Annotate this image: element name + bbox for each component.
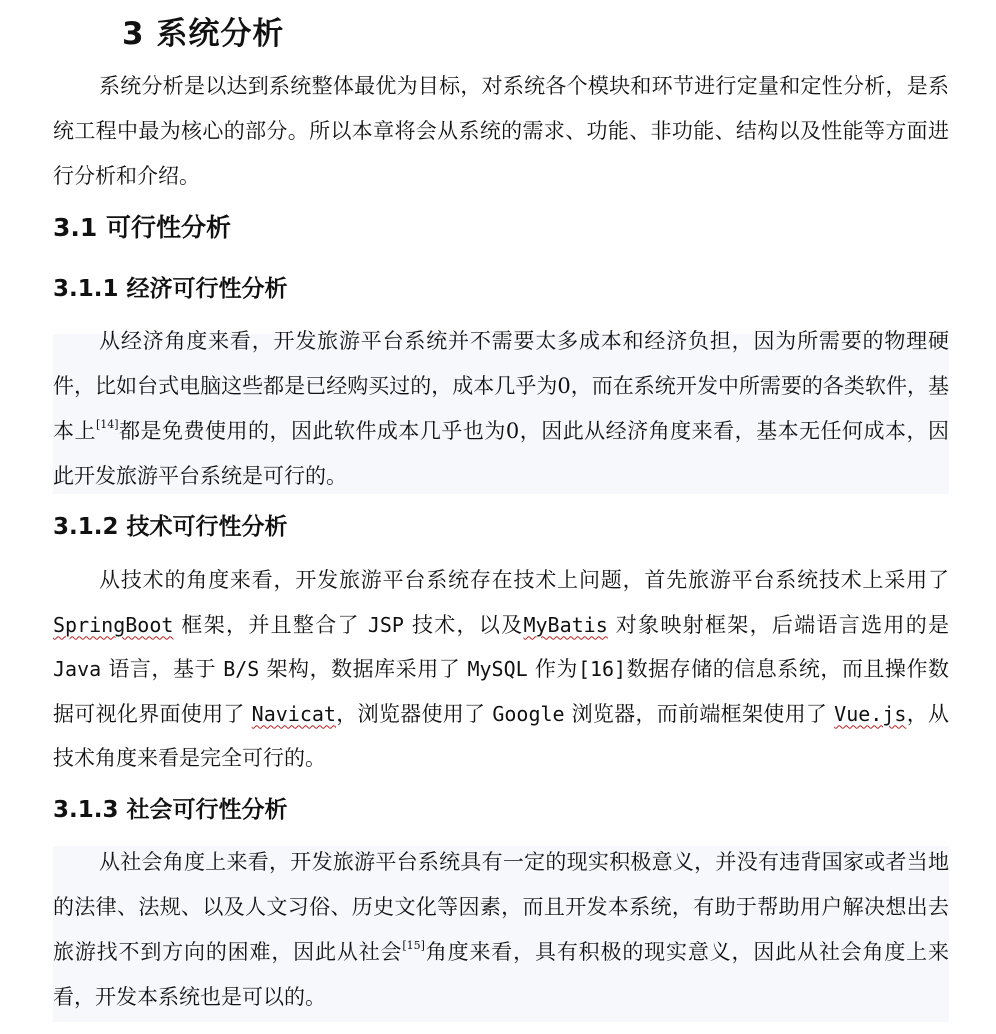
economic-text-part1: 从经济角度来看，开发旅游平台系统并不需要太多成本和经济负担，因为所需要的物理硬件，比如台式电脑这些都是已经购买过的，成本几乎为0，而在系统开发中所需要的各类软件，基本上 xyxy=(53,329,949,443)
citation-16: [16] xyxy=(577,657,627,681)
technical-text-part3: 技术，以及 xyxy=(411,612,524,637)
technical-text-part8: 数据存储的信息系统，而且操作数据可视化界面使用了 xyxy=(53,657,949,726)
technical-text-part9: ，浏览器使用了 xyxy=(335,701,486,726)
citation-14: [14] xyxy=(95,418,119,431)
technical-text-part2: 框架，并且整合了 xyxy=(181,612,360,637)
section-3-1-2-title: 3.1.2 技术可行性分析 xyxy=(53,514,288,540)
term-bs: B/S xyxy=(223,657,260,681)
section-3-1-1-title: 3.1.1 经济可行性分析 xyxy=(53,276,288,302)
technical-text-part4: 对象映射框架，后端语言选用的是 xyxy=(615,612,949,637)
technical-text-part11: ，从技术角度来看是完全可行的。 xyxy=(53,701,950,770)
technical-text-part10: 浏览器，而前端框架使用了 xyxy=(571,701,828,726)
technical-text-part5: 语言，基于 xyxy=(108,657,216,681)
technical-text-part7: 作为 xyxy=(534,657,578,681)
term-springboot: SpringBoot xyxy=(53,612,174,637)
section-3-1-title: 3.1 可行性分析 xyxy=(53,213,231,242)
term-mybatis: MyBatis xyxy=(523,612,608,637)
economic-text-part2: 都是免费使用的，因此软件成本几乎也为0，因此从经济角度来看，基本无任何成本，因此开发旅游平台系统是可行的。 xyxy=(53,419,950,488)
technical-text-part1: 从技术的角度来看，开发旅游平台系统存在技术上问题，首先旅游平台系统技术上采用了 xyxy=(99,568,949,592)
term-vue: Vue.js xyxy=(834,701,907,726)
technical-feasibility-paragraph xyxy=(53,558,949,781)
social-text-part1: 从社会角度上来看，开发旅游平台系统具有一定的现实积极意义，并没有违背国家或者当地的法律、法规、以及人文习俗、历史文化等因素，而且开发本系统，有助于帮助用户解决想出去旅游找不到方向的困难，因此从社会 xyxy=(53,850,949,964)
social-feasibility-paragraph xyxy=(53,840,949,1020)
economic-feasibility-paragraph xyxy=(53,319,949,499)
term-google: Google xyxy=(492,701,565,726)
term-mysql: MySQL xyxy=(467,657,528,681)
citation-15: [15] xyxy=(402,939,425,952)
chapter-title: 3 系统分析 xyxy=(122,16,285,52)
term-jsp: JSP xyxy=(367,612,404,637)
intro-paragraph: 系统分析是以达到系统整体最优为目标，对系统各个模块和环节进行定量和定性分析，是系统工程中最为核心的部分。所以本章将会从系统的需求、功能、非功能、结构以及性能等方面进行分析和介绍。 xyxy=(53,74,949,188)
term-navicat: Navicat xyxy=(251,701,336,726)
section-3-1-3-title: 3.1.3 社会可行性分析 xyxy=(53,797,288,823)
term-java: Java xyxy=(53,657,102,681)
technical-text-part6: 架构，数据库采用了 xyxy=(266,657,461,681)
social-text-part2: 角度来看，具有积极的现实意义，因此从社会角度上来看，开发本系统也是可以的。 xyxy=(53,940,950,1009)
